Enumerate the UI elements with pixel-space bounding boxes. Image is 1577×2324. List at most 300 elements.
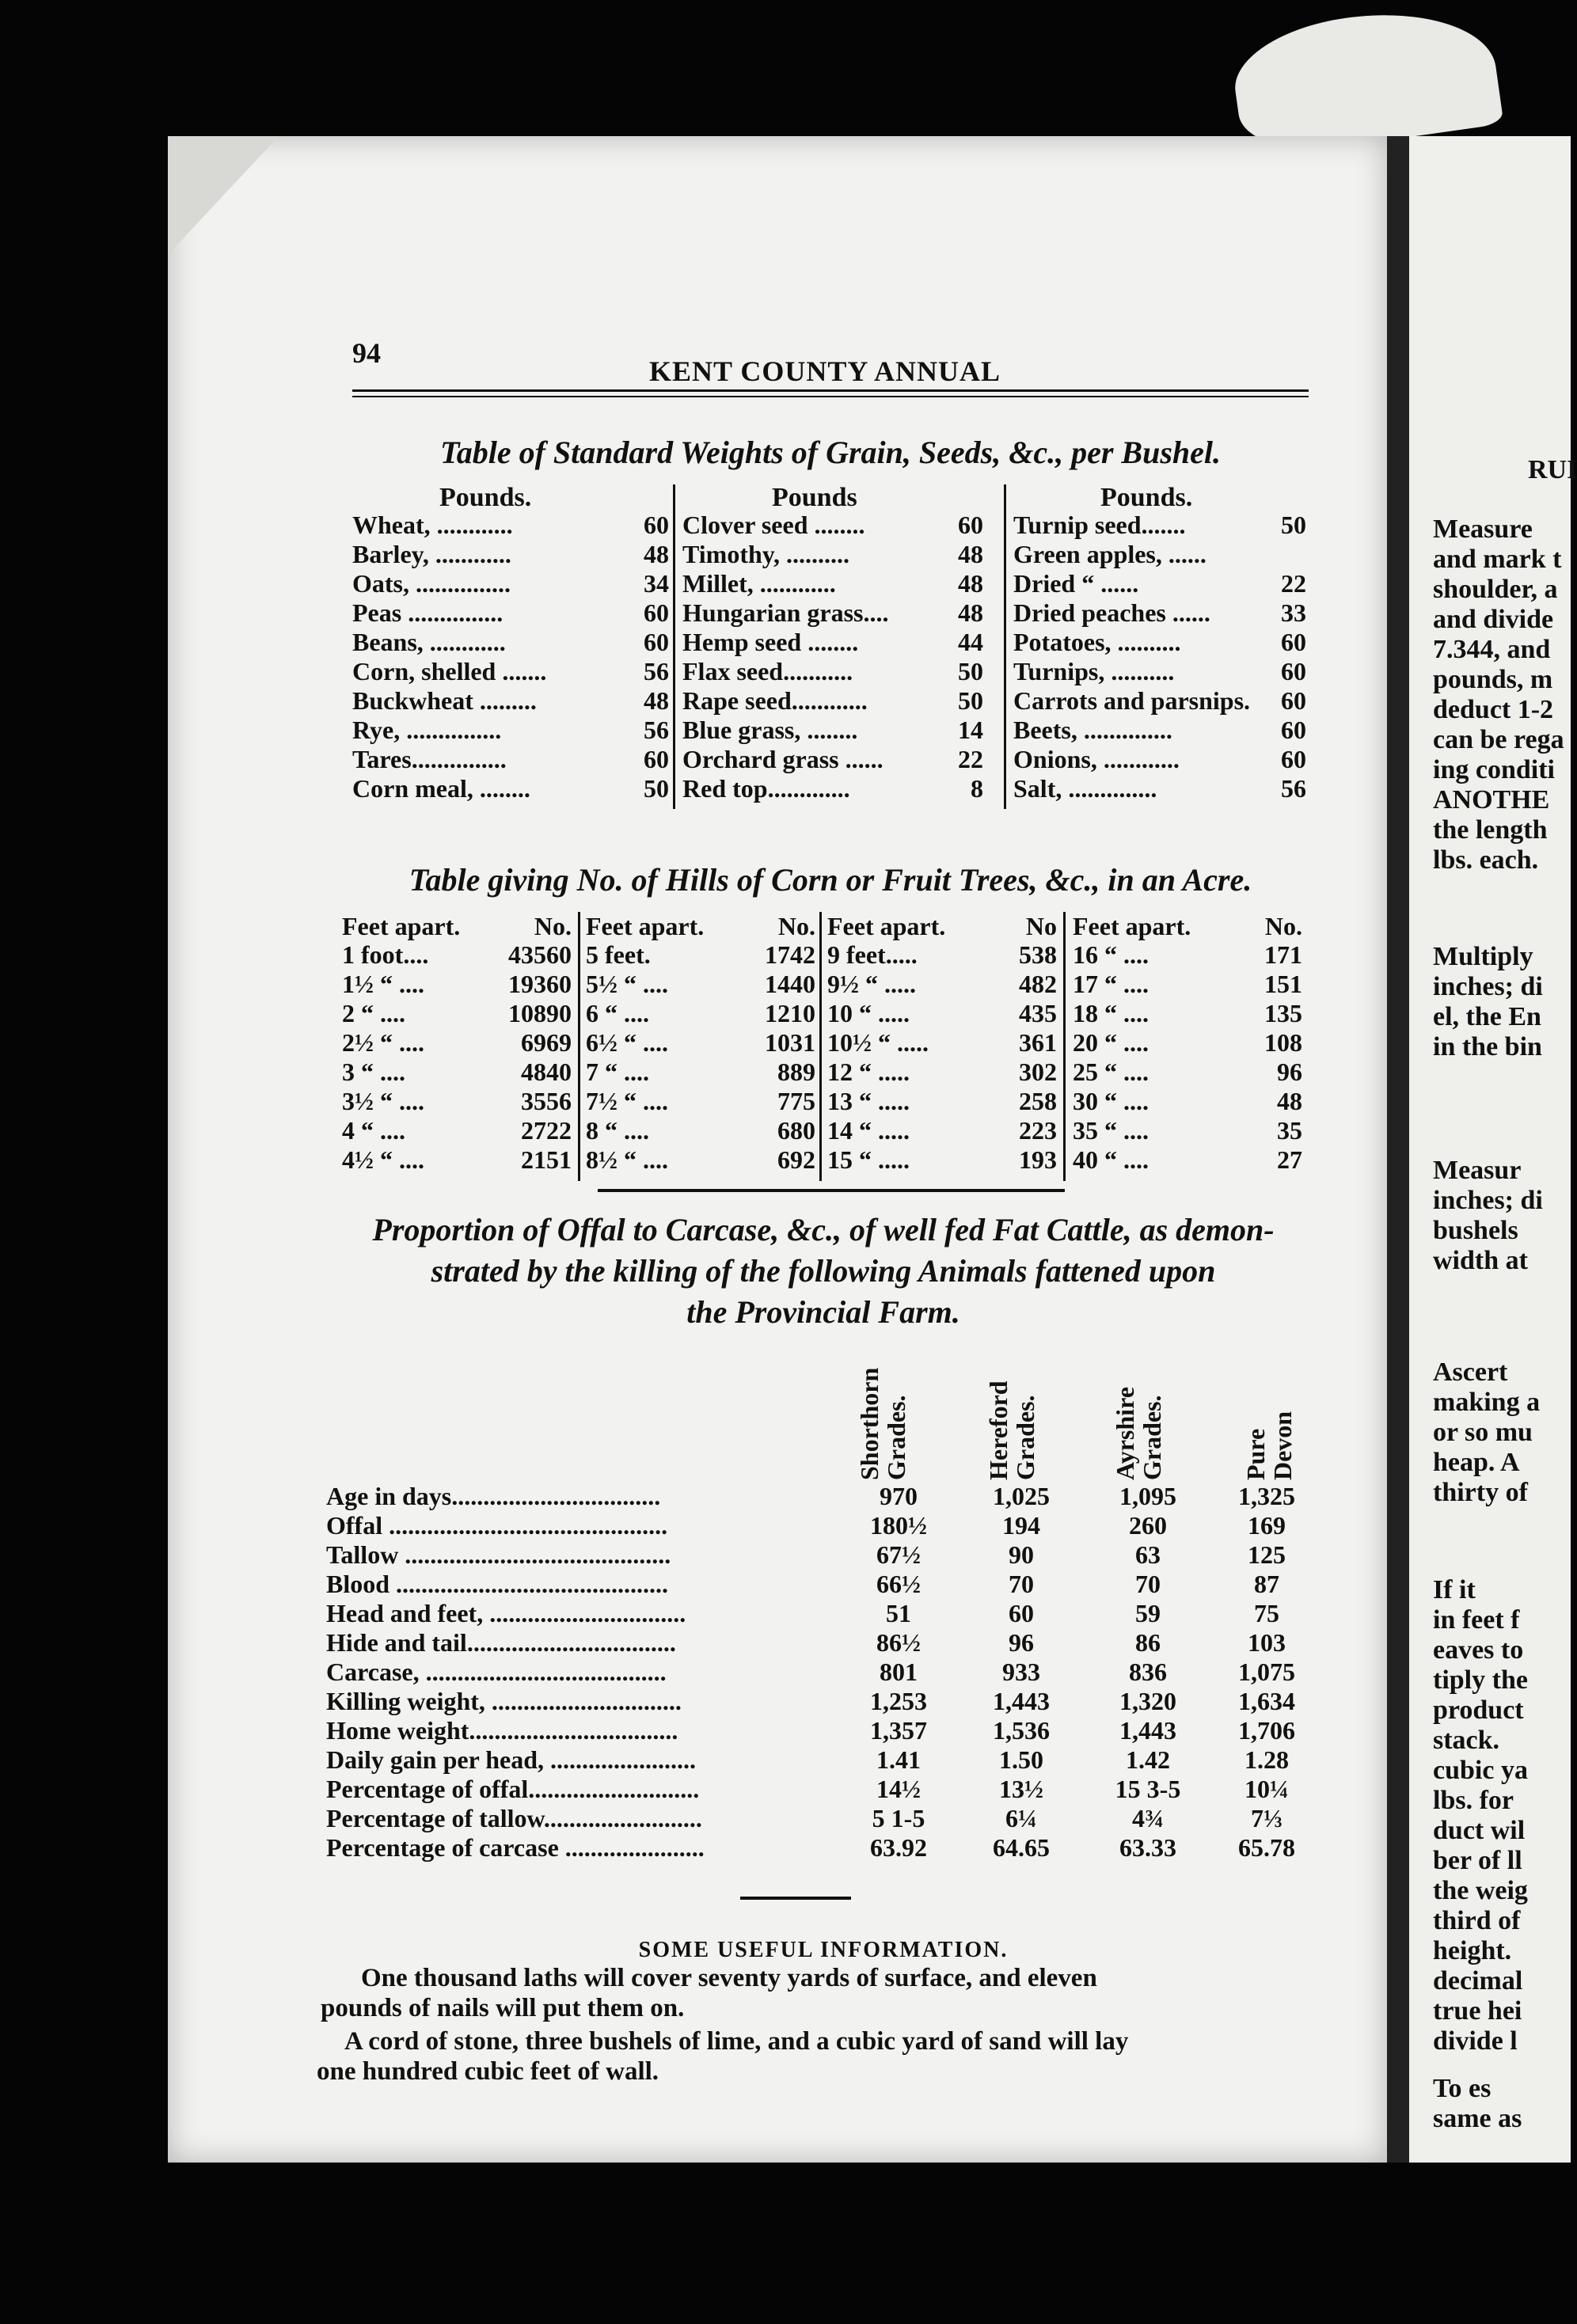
table1-item-value: 60 [1281, 745, 1306, 773]
table3-col-header-line1: Ayrshire [1111, 1387, 1139, 1480]
table2-count: 482 [1019, 970, 1057, 998]
table1-row [1013, 686, 1306, 716]
table2-cell [586, 1087, 815, 1116]
table3-value: 1,357 [870, 1716, 927, 1745]
right-page-text: tiply the [1433, 1665, 1528, 1695]
table3-title-line2: strated by the killing of the following Animals fattened upon [431, 1253, 1216, 1289]
table3-value: 1.28 [1244, 1745, 1289, 1774]
table2-cell [342, 1087, 572, 1116]
table2-feet: 9 feet..... [827, 940, 918, 969]
table2-header-no: No. [777, 912, 815, 940]
right-page-text: eaves to [1433, 1635, 1524, 1665]
table3-value: 63.33 [1119, 1833, 1176, 1862]
table3-value: 180½ [870, 1511, 927, 1540]
table1-item-label: Rape seed............ [682, 686, 868, 715]
table1-item-label: Clover seed ........ [682, 511, 865, 539]
table2-feet: 14 “ ..... [827, 1116, 910, 1145]
table1-row [682, 657, 983, 686]
useful-para1-line1: One thousand laths will cover seventy yards of surface, and eleven [361, 1964, 1097, 1992]
table3-value: 67½ [876, 1540, 921, 1569]
table2-feet: 8½ “ .... [586, 1145, 668, 1174]
table2-divider [1063, 912, 1066, 1181]
table1-item-label: Potatoes, .......... [1013, 628, 1181, 656]
table3-value: 1,634 [1238, 1687, 1295, 1715]
table1-item-label: Salt, .............. [1013, 774, 1157, 803]
table3-value: 1.41 [876, 1745, 921, 1774]
table3-col-header-line1: Shorthorn [855, 1367, 884, 1480]
table1-item-label: Timothy, .......... [682, 540, 849, 568]
table1-item-value: 48 [958, 540, 983, 568]
table2-count: 19360 [508, 970, 572, 998]
table2-feet: 40 “ .... [1073, 1145, 1149, 1174]
table3-value: 10¼ [1244, 1775, 1289, 1803]
table2-count: 889 [777, 1058, 815, 1086]
table3-value: 1.50 [999, 1745, 1043, 1774]
header-rule-2 [352, 396, 1309, 397]
table1-row [682, 745, 983, 774]
table2-title: Table giving No. of Hills of Corn or Fruit Trees, &c., in an Acre. [408, 862, 1252, 898]
table2-count: 3556 [521, 1087, 572, 1115]
right-page-text: same as [1433, 2104, 1522, 2133]
table3-value: 1,095 [1119, 1482, 1176, 1510]
table1-item-label: Red top............. [682, 774, 850, 803]
table3-value: 60 [1009, 1599, 1034, 1627]
table3-value: 1,025 [993, 1482, 1050, 1510]
header-rule [352, 389, 1309, 392]
right-page-text: stack. [1433, 1726, 1500, 1755]
table1-row [1013, 540, 1306, 569]
useful-para2-line1: A cord of stone, three bushels of lime, and a cubic yard of sand will lay [344, 2027, 1129, 2056]
table3-value: 7⅓ [1251, 1804, 1282, 1832]
table3-value: 1,253 [870, 1687, 927, 1715]
right-page-text: the length [1433, 815, 1548, 845]
table2-count: 775 [777, 1087, 815, 1115]
right-page-text: true hei [1433, 1996, 1522, 2026]
table1-row [352, 686, 669, 716]
table2-header-no: No. [534, 912, 572, 940]
table2-feet: 12 “ ..... [827, 1058, 910, 1086]
table2-cell [1073, 1145, 1302, 1175]
table2-cell [342, 1116, 572, 1145]
table2-divider [578, 912, 580, 1181]
table3-value: 801 [880, 1658, 918, 1686]
table3-value: 125 [1248, 1540, 1286, 1569]
right-page-text: ing conditi [1433, 755, 1555, 784]
right-page-text: ANOTHE [1433, 785, 1550, 815]
table2-header-feet: Feet apart. [827, 912, 946, 940]
table2-feet: 1½ “ .... [342, 970, 424, 998]
table2-cell [827, 999, 1057, 1028]
right-page-text: lbs. each. [1433, 845, 1539, 875]
table2-feet: 4½ “ .... [342, 1145, 424, 1174]
table2-count: 361 [1019, 1028, 1057, 1057]
table2-feet: 6 “ .... [586, 999, 649, 1027]
table1-item-value: 60 [1281, 628, 1306, 656]
table1-item-label: Onions, ............ [1013, 745, 1180, 773]
table1-col-header: Pounds. [1100, 483, 1193, 512]
right-page-text: or so mu [1433, 1418, 1533, 1447]
table1-item-label: Millet, ............ [682, 569, 836, 598]
useful-para2-line2: one hundred cubic feet of wall. [317, 2057, 659, 2086]
right-page-text: pounds, m [1433, 665, 1553, 694]
table1-row [682, 511, 983, 540]
table1-row [352, 657, 669, 686]
table1-row [682, 774, 983, 803]
table2-feet: 25 “ .... [1073, 1058, 1149, 1086]
table3-value: 1,320 [1119, 1687, 1176, 1715]
right-page-text: thirty of [1433, 1478, 1528, 1507]
right-page-text: Measur [1433, 1156, 1522, 1185]
table1-item-label: Carrots and parsnips. [1013, 686, 1251, 715]
table3-value: 836 [1129, 1658, 1167, 1686]
running-head: KENT COUNTY ANNUAL [649, 355, 1001, 387]
table1-row [682, 569, 983, 598]
right-page-text: divide l [1433, 2026, 1518, 2056]
table1-item-label: Oats, ............... [352, 569, 511, 598]
table2-cell [342, 1145, 572, 1175]
table2-header-feet: Feet apart. [586, 912, 705, 940]
right-page [1409, 136, 1577, 2163]
table3-value: 4¾ [1132, 1804, 1164, 1832]
table1-row [352, 774, 669, 803]
table2-count: 680 [777, 1116, 815, 1145]
table3-value: 59 [1135, 1599, 1161, 1627]
table1-item-value: 50 [644, 774, 669, 803]
useful-info-heading: SOME USEFUL INFORMATION. [638, 1938, 1009, 1962]
table2-count: 43560 [508, 940, 572, 969]
table2-count: 4840 [521, 1058, 572, 1086]
table3-row-label: Percentage of offal........................... [326, 1775, 700, 1803]
table1-item-value: 60 [1281, 686, 1306, 715]
table2-cell [586, 940, 815, 970]
table1-item-label: Blue grass, ........ [682, 716, 858, 744]
table1-item-label: Turnip seed....... [1013, 511, 1186, 539]
table1-row [1013, 774, 1306, 803]
table2-cell [586, 1145, 815, 1175]
table1-item-value: 60 [644, 511, 669, 539]
table1-item-value: 56 [1281, 774, 1306, 803]
table1-item-value: 60 [644, 745, 669, 773]
right-page-text: heap. A [1433, 1448, 1520, 1477]
table1-item-label: Dried peaches ...... [1013, 598, 1210, 627]
table2-feet: 6½ “ .... [586, 1028, 668, 1057]
table2-count: 171 [1264, 940, 1302, 969]
table2-feet: 9½ “ ..... [827, 970, 916, 998]
table1-row [352, 716, 669, 745]
table2-cell [1073, 970, 1302, 999]
table1-item-label: Hungarian grass.... [682, 598, 889, 627]
table1-row [352, 598, 669, 628]
table1-item-label: Turnips, .......... [1013, 657, 1175, 685]
right-page-text: 7.344, and [1433, 635, 1551, 664]
table2-cell [827, 1116, 1057, 1145]
table2-feet: 20 “ .... [1073, 1028, 1149, 1057]
table1-row [1013, 628, 1306, 657]
right-page-text: width at [1433, 1246, 1528, 1275]
right-page-text: the weig [1433, 1876, 1528, 1905]
table1-divider [673, 484, 675, 809]
table1-item-value: 60 [1281, 657, 1306, 685]
table1-item-value: 33 [1281, 598, 1306, 627]
right-page-text: decimal [1433, 1966, 1523, 1996]
table2-header-no: No [1025, 912, 1057, 940]
table2-cell [586, 1058, 815, 1087]
table2-feet: 30 “ .... [1073, 1087, 1149, 1115]
table3-value: 86 [1135, 1628, 1161, 1657]
table3-row-label: Head and feet, ............................... [326, 1599, 686, 1627]
table3-value: 63.92 [870, 1833, 927, 1862]
table3-col-header-line2: Devon [1268, 1411, 1297, 1480]
table3-row-label: Offal ............................................ [326, 1511, 668, 1540]
table2-feet: 13 “ ..... [827, 1087, 910, 1115]
table3-value: 96 [1009, 1628, 1034, 1657]
table2-cell [827, 940, 1057, 970]
book-gutter [1387, 136, 1409, 2163]
table1-item-label: Tares............... [352, 745, 507, 773]
table1-item-label: Buckwheat ......... [352, 686, 537, 715]
table3-value: 70 [1135, 1570, 1161, 1598]
table1-item-label: Peas ............... [352, 598, 504, 627]
table3-value: 63 [1135, 1540, 1161, 1569]
table3-value: 194 [1002, 1511, 1040, 1540]
table2-feet: 7 “ .... [586, 1058, 649, 1086]
table2-count: 302 [1019, 1058, 1057, 1086]
table2-feet: 2½ “ .... [342, 1028, 424, 1057]
table3-value: 66½ [876, 1570, 921, 1598]
separator-rule-2 [740, 1897, 851, 1900]
table2-count: 258 [1019, 1087, 1057, 1115]
table2-cell [1073, 1116, 1302, 1145]
table3-value: 13½ [999, 1775, 1043, 1803]
table2-count: 435 [1019, 999, 1057, 1027]
table1-item-label: Flax seed........... [682, 657, 853, 685]
table2-cell [1073, 1058, 1302, 1087]
separator-rule [598, 1189, 1065, 1192]
right-page-text: in feet f [1433, 1605, 1520, 1635]
table3-value: 15 3-5 [1115, 1775, 1181, 1803]
table1-item-value: 22 [1281, 569, 1306, 598]
table1-item-value: 48 [644, 686, 669, 715]
table2-header-feet: Feet apart. [1073, 912, 1191, 940]
table1-item-value: 14 [958, 716, 983, 744]
table1-item-label: Barley, ............ [352, 540, 511, 568]
table1-row [352, 569, 669, 598]
table2-col-header [1073, 912, 1302, 941]
table2-cell [586, 1028, 815, 1058]
table3-value: 933 [1002, 1658, 1040, 1686]
table3-value: 1,443 [993, 1687, 1050, 1715]
table1-row [1013, 569, 1306, 598]
table3-value: 87 [1254, 1570, 1279, 1598]
table2-cell [586, 1116, 815, 1145]
table1-item-label: Rye, ............... [352, 716, 502, 744]
right-page-text: making a [1433, 1388, 1541, 1417]
table2-count: 35 [1277, 1116, 1302, 1145]
table1-item-label: Wheat, ............ [352, 511, 513, 539]
table3-value: 51 [886, 1599, 911, 1627]
table2-feet: 17 “ .... [1073, 970, 1149, 998]
table3-col-header-line2: Grades. [1011, 1395, 1039, 1480]
table3-value: 1,443 [1119, 1716, 1176, 1745]
right-page-text: and mark t [1433, 545, 1562, 574]
table3-col-header-line2: Grades. [882, 1395, 910, 1480]
right-page-text: RUI [1528, 455, 1577, 484]
right-page-text: Multiply [1433, 942, 1533, 971]
table1-col-header: Pounds. [439, 483, 532, 512]
table2-count: 135 [1264, 999, 1302, 1027]
table2-cell [827, 1087, 1057, 1116]
table1-item-value: 48 [958, 569, 983, 598]
table1-row [1013, 598, 1306, 628]
table1-item-label: Hemp seed ........ [682, 628, 859, 656]
right-page-text: inches; di [1433, 972, 1543, 1001]
table2-feet: 16 “ .... [1073, 940, 1149, 969]
table2-feet: 2 “ .... [342, 999, 405, 1027]
table1-row [1013, 511, 1306, 540]
right-page-text: shoulder, a [1433, 575, 1558, 604]
table2-count: 1210 [765, 999, 815, 1027]
table1-title: Table of Standard Weights of Grain, Seeds, &c., per Bushel. [439, 435, 1222, 470]
table2-cell [827, 1145, 1057, 1175]
table3-value: 1,075 [1238, 1658, 1295, 1686]
table3-value: 6¼ [1005, 1804, 1037, 1832]
table3-row-label: Home weight................................. [326, 1716, 678, 1745]
table1-item-value: 60 [644, 598, 669, 627]
table2-feet: 5½ “ .... [586, 970, 668, 998]
table2-cell [827, 1028, 1057, 1058]
table3-value: 169 [1248, 1511, 1286, 1540]
table2-count: 1742 [765, 940, 815, 969]
table2-feet: 18 “ .... [1073, 999, 1149, 1027]
table3-row-label: Tallow .......................................... [326, 1540, 671, 1569]
table1-col-header: Pounds [772, 483, 857, 512]
right-page-text: el, the En [1433, 1002, 1541, 1031]
table1-row [682, 716, 983, 745]
table3-value: 14½ [876, 1775, 921, 1803]
table1-row [682, 598, 983, 628]
useful-para1-line2: pounds of nails will put them on. [321, 1994, 685, 2022]
table2-feet: 8 “ .... [586, 1116, 649, 1145]
right-page-text: cubic ya [1433, 1756, 1528, 1785]
table3-row-label: Blood ........................................... [326, 1570, 669, 1598]
table2-count: 96 [1277, 1058, 1302, 1086]
table3-row-label: Percentage of tallow......................... [326, 1804, 702, 1832]
table2-count: 27 [1277, 1145, 1302, 1174]
table3-value: 260 [1129, 1511, 1167, 1540]
table1-item-label: Beans, ............ [352, 628, 506, 656]
table2-feet: 4 “ .... [342, 1116, 405, 1145]
table2-feet: 10½ “ ..... [827, 1028, 929, 1057]
table3-row-label: Percentage of carcase ...................... [326, 1833, 705, 1862]
table3-value: 65.78 [1238, 1833, 1295, 1862]
table2-feet: 10 “ ..... [827, 999, 910, 1027]
table3-value: 70 [1009, 1570, 1034, 1598]
right-page-text: To es [1433, 2074, 1492, 2103]
table3-title-line1: Proportion of Offal to Carcase, &c., of well fed Fat Cattle, as demon- [372, 1212, 1275, 1247]
table1-row [1013, 657, 1306, 686]
table3-col-header-line1: Hereford [984, 1380, 1013, 1480]
table3-value: 970 [880, 1482, 918, 1510]
table2-count: 692 [777, 1145, 815, 1174]
table2-cell [586, 999, 815, 1028]
table2-header-no: No. [1264, 912, 1302, 940]
right-page-text: If it [1433, 1575, 1476, 1604]
table1-item-value: 34 [644, 569, 669, 598]
right-page-text: can be rega [1433, 725, 1564, 754]
table2-cell [342, 940, 572, 970]
table3-col-header-line1: Pure [1241, 1428, 1270, 1480]
table2-cell [827, 1058, 1057, 1087]
table2-count: 1440 [765, 970, 815, 998]
right-page-text: duct wil [1433, 1816, 1526, 1845]
table1-item-value: 50 [958, 686, 983, 715]
table3-row-label: Killing weight, .............................. [326, 1687, 682, 1715]
table1-item-value: 22 [958, 745, 983, 773]
table1-row [682, 540, 983, 569]
table2-col-header [827, 912, 1057, 941]
table2-cell [342, 1028, 572, 1058]
table2-cell [1073, 1087, 1302, 1116]
table2-cell [342, 970, 572, 999]
table2-count: 193 [1019, 1145, 1057, 1174]
table3-value: 5 1-5 [872, 1804, 925, 1832]
table1-item-value: 8 [971, 774, 983, 803]
table2-count: 10890 [508, 999, 572, 1027]
table2-feet: 5 feet. [586, 940, 651, 969]
table1-row [682, 628, 983, 657]
table2-col-header [342, 912, 572, 941]
right-page-text: third of [1433, 1906, 1521, 1935]
right-page-text: Ascert [1433, 1358, 1508, 1387]
table2-header-feet: Feet apart. [342, 912, 461, 940]
table1-item-value: 60 [644, 628, 669, 656]
table1-row [352, 540, 669, 569]
table2-cell [1073, 1028, 1302, 1058]
table1-row [352, 745, 669, 774]
table2-feet: 3 “ .... [342, 1058, 405, 1086]
table2-count: 1031 [765, 1028, 815, 1057]
table3-value: 103 [1248, 1628, 1286, 1657]
table1-item-label: Dried “ ...... [1013, 569, 1139, 598]
table2-cell [342, 1058, 572, 1087]
right-page-text: product [1433, 1696, 1524, 1725]
table1-row [682, 686, 983, 716]
right-page-text: deduct 1-2 [1433, 695, 1554, 724]
table3-value: 1.42 [1126, 1745, 1170, 1774]
table2-cell [827, 970, 1057, 999]
table2-count: 2151 [521, 1145, 572, 1174]
table2-count: 2722 [521, 1116, 572, 1145]
table3-row-label: Carcase, ...................................... [326, 1658, 667, 1686]
right-page-text: height. [1433, 1936, 1512, 1965]
table1-item-label: Green apples, ...... [1013, 540, 1206, 568]
table1-item-value: 56 [644, 716, 669, 744]
table2-count: 538 [1019, 940, 1057, 969]
table1-row [1013, 716, 1306, 745]
right-page-text: ber of ll [1433, 1846, 1522, 1875]
table1-divider [1004, 484, 1006, 809]
table1-item-value: 56 [644, 657, 669, 685]
table2-divider [819, 912, 822, 1181]
table3-value: 90 [1009, 1540, 1034, 1569]
table3-row-label: Age in days................................. [326, 1482, 661, 1510]
table3-value: 1,536 [993, 1716, 1050, 1745]
table2-feet: 35 “ .... [1073, 1116, 1149, 1145]
table2-cell [1073, 999, 1302, 1028]
table2-feet: 3½ “ .... [342, 1087, 424, 1115]
table2-count: 223 [1019, 1116, 1057, 1145]
table2-cell [586, 970, 815, 999]
